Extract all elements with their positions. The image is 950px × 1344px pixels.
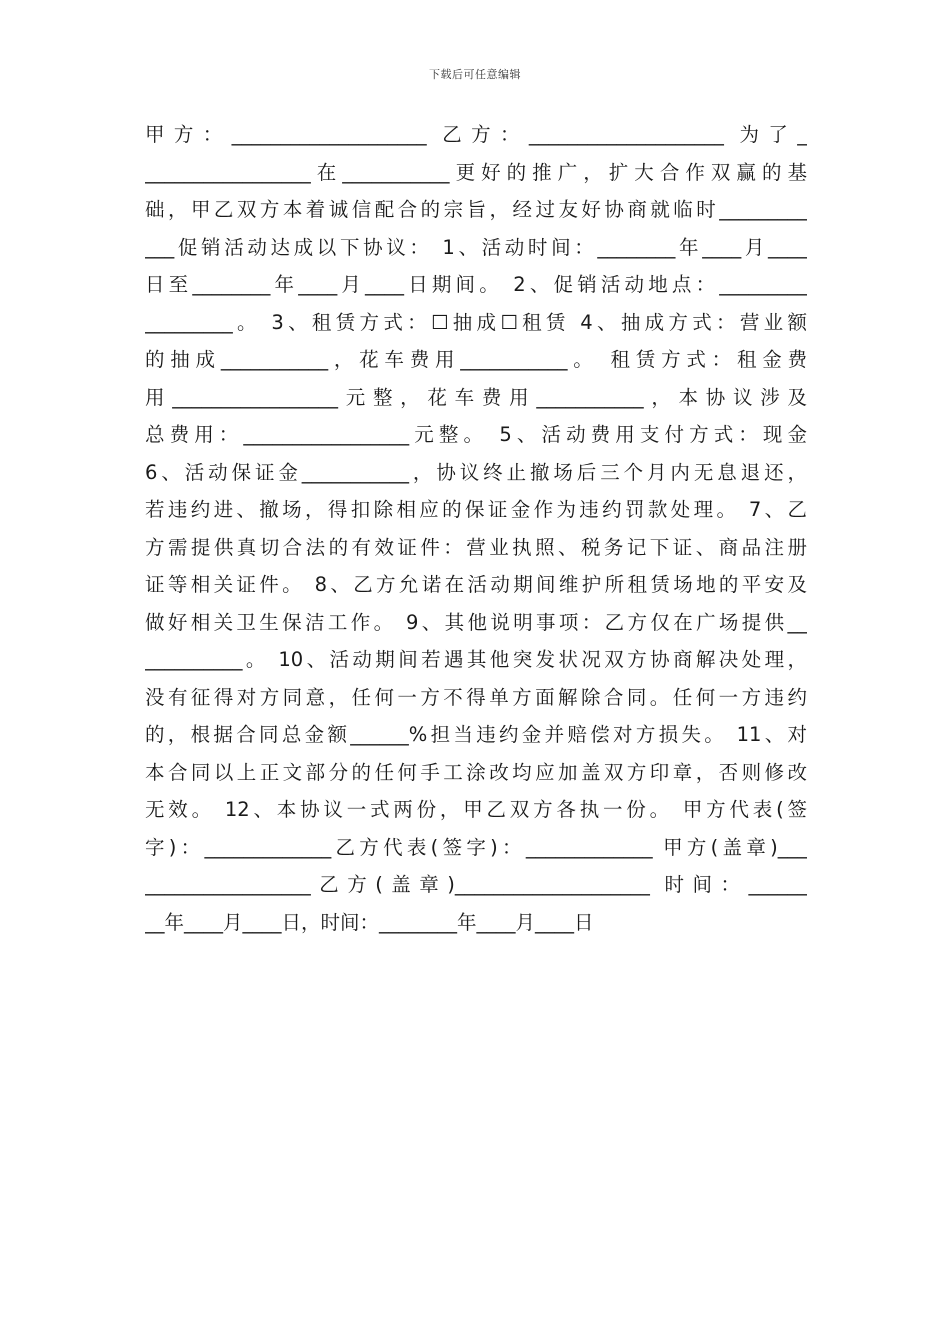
agreement-line: 6、活动保证金___________，协议终止撤场后三个月内无息退还， (145, 460, 807, 484)
agreement-line: 字)：_____________乙方代表(签字)：_____________ 甲方(盖章)___ (145, 835, 807, 859)
agreement-line: 若违约进、撤场，得扣除相应的保证金作为违约罚款处理。 7、乙 (145, 498, 807, 521)
agreement-line: 甲方：____________________ 乙方：____________________ 为了_ (145, 123, 807, 146)
agreement-line: 本合同以上正文部分的任何手工涂改均应加盖双方印章，否则修改 (145, 760, 807, 784)
agreement-line: 础，甲乙双方本着诚信配合的宗旨，经过友好协商就临时_________ (145, 198, 807, 221)
agreement-line: ___促销活动达成以下协议： 1、活动时间：________年____月____ (145, 235, 807, 259)
agreement-line: _________。 3、租赁方式：☐抽成☐租赁 4、抽成方式：营业额 (145, 310, 807, 334)
agreement-line: _________________在___________更好的推广，扩大合作双赢的基 (145, 160, 807, 184)
agreement-line: 的，根据合同总金额______%担当违约金并赔偿对方损失。 11、对 (145, 723, 807, 746)
agreement-line: 证等相关证件。 8、乙方允诺在活动期间维护所租赁场地的平安及 (145, 573, 807, 596)
page-header-note: 下载后可任意编辑 (429, 68, 521, 81)
agreement-body (145, 116, 807, 941)
agreement-line: _________________乙方(盖章)____________________ 时间：______ (145, 873, 807, 896)
agreement-line: 总费用：_________________元整。 5、活动费用支付方式：现金 (145, 423, 807, 446)
agreement-line: 的抽成___________，花车费用___________。 租赁方式：租金费 (145, 348, 807, 371)
agreement-line: 没有征得对方同意，任何一方不得单方面解除合同。任何一方违约 (145, 685, 807, 709)
agreement-line: 方需提供真切合法的有效证件：营业执照、税务记下证、商品注册 (145, 535, 807, 559)
agreement-line: 日至________年____月____日期间。 2、促销活动地点：_________ (145, 273, 807, 296)
agreement-line-last: __年____月____日，时间：________年____月____日 (145, 910, 594, 934)
agreement-line: 用_________________元整，花车费用___________，本协议涉及 (145, 385, 807, 409)
agreement-line: 无效。 12、本协议一式两份，甲乙双方各执一份。 甲方代表(签 (145, 798, 807, 821)
agreement-line: 做好相关卫生保洁工作。 9、其他说明事项：乙方仅在广场提供__ (145, 610, 807, 634)
agreement-line: __________。 10、活动期间若遇其他突发状况双方协商解决处理， (145, 648, 807, 671)
